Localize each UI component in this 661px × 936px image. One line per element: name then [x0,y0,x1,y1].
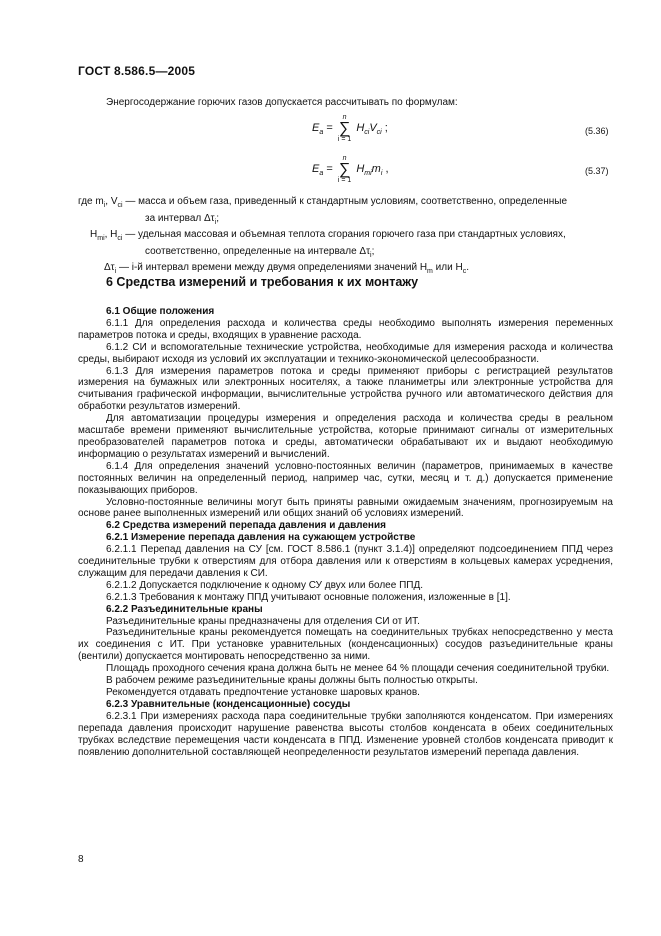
paragraph: Разъединительные краны предназначены для отделения СИ от ИТ. [106,615,420,627]
def-term2: , V [105,196,118,207]
paragraph: Для автоматизации процедуры измерения и определения расхода и количества среды в реальном масштабе времени применяют вычислительные устройства, которые принимают сигналы от измерительных преобразователей параметров потока и среды, автоматически обрабатывают их и выдают необходимую информацию о результатах измерений и вычислений. [78,413,613,460]
formula-term1: H [356,162,365,175]
def-term-sub: i [114,268,117,276]
symbol-definitions [78,196,613,279]
paragraph: 6.1.2 СИ и вспомогательные технические устройства, необходимые для измерения расхода и количества среды, выбирают исходя из условий их эксплуатации и технико-экономической целесообразности. [78,341,613,365]
formula-eq: = [326,162,333,175]
document-body [78,306,613,758]
paragraph: В рабочем режиме разъединительные краны должны быть полностью открыты. [106,675,478,687]
paragraph: Разъединительные краны рекомендуется помещать на соединительных трубках непосредственно у места их соединения с ИТ. При установке уравнительных (конденсационных) сосудов разъединительные краны (вентили) допускается монтировать непосредственно за ними. [78,627,613,663]
formula-term2-sub: i [380,170,383,178]
definition-continuation [78,246,613,263]
def-term2-sub: ci [117,235,123,243]
subsection-heading: 6.2.3 Уравнительные (конденсационные) сосуды [106,698,351,710]
def-cont-sub: i [214,218,217,226]
def-cont: за интервал Δτ [145,212,215,224]
formula-term1-sub: ci [364,129,370,137]
formula-tail: , [382,162,389,175]
sum-symbol: n ∑ i = 1 [337,114,352,143]
paragraph: 6.1.4 Для определения значений условно-постоянных величин (параметров, принимаемых в качестве постоянных величин на определенный период, например час, сутки, месяц и т. д.) допускается применение показывающих приборов. [78,460,613,496]
def-term: H [90,229,98,241]
def-text: — i-й интервал времени между двумя определениями значений H [116,262,428,274]
page-number: 8 [78,854,84,865]
subsection-heading: 6.2 Средства измерений перепада давления и давления [106,520,386,532]
def-term-sub: mi [97,235,105,243]
section-heading: 6 Средства измерений и требования к их монтажу [106,275,419,289]
paragraph: Рекомендуется отдавать предпочтение установке шаровых кранов. [106,687,420,698]
paragraph: 6.2.1.2 Допускается подключение к одному СУ двух или более ППД. [106,579,423,591]
paragraph: Площадь проходного сечения крана должна быть не менее 64 % площади сечения соединительной трубки. [106,663,610,675]
definition-row [78,196,613,213]
paragraph: 6.1.3 Для измерения параметров потока и среды применяют приборы с регистрацией результатов измерения на бумажных или электронных носителях, а также планиметры или электронные устройства для считывания графической информации, вычислительные устройства ручного или автоматического действия для обработки результатов измерений. [78,365,613,413]
equation-number: (5.37) [585,166,609,176]
sum-upper: n [342,155,347,162]
paragraph: 6.2.1.1 Перепад давления на СУ [см. ГОСТ 8.586.1 (пункт 3.1.4)] определяют подсоединением ППД через соединительные трубки к отверстиям для отбора давления или к отверстиям в кольцевых камерах усреднения, служащим для передачи давления к СИ. [78,544,613,579]
formula-5-37 [312,155,389,185]
formula-term2: m [371,162,381,175]
def-term2: , H [104,229,118,241]
document-header: ГОСТ 8.586.5—2005 [78,64,196,78]
formula-term2: V [369,121,377,134]
def-term: где m [78,196,104,207]
formula-lhs: E [312,121,320,134]
definition-continuation [78,213,613,230]
equation-number: (5.36) [585,126,609,136]
subsection-heading: 6.1 Общие положения [106,306,215,317]
formula-tail: ; [381,121,388,134]
paragraph: 6.2.3.1 При измерениях расхода пара соединительные трубки заполняются конденсатом. При измерениях перепада давления происходит нарушение равенства высоты столбов конденсата в обеих соединительных трубках вследствие перемещения части конденсата в ППД. Изменение уровней столбов конденсата приводит к появлению дополнительной составляющей неопределенности результатов измерений перепада давления. [78,710,613,758]
def-term: Δτ [104,262,115,274]
def-sub: m [427,268,433,276]
subsection-heading: 6.2.2 Разъединительные краны [106,603,263,615]
def-cont-tail: ; [371,245,375,257]
def-cont: соответственно, определенные на интервале Δτ [145,245,371,257]
def-text: — удельная массовая и объемная теплота сгорания горючего газа при стандартных условиях, [122,229,566,241]
def-term2-sub: ci [117,202,123,209]
sum-lower: i = 1 [337,136,352,143]
formula-term1: H [356,121,365,134]
def-end: . [466,262,469,274]
def-mid: или H [432,262,463,274]
formula-term1-sub: mi [364,170,372,178]
subsection-heading: 6.2.1 Измерение перепада давления на сужающем устройстве [106,532,416,544]
definition-row [78,229,613,246]
def-cont-sub: i [370,251,372,259]
formula-lhs-sub: a [319,129,324,137]
formula-lhs-sub: a [319,170,324,178]
formula-5-36 [312,114,388,144]
formula-eq: = [326,121,333,134]
def-cont-tail: ; [216,212,219,224]
def-sub: c [462,268,467,276]
paragraph: 6.1.1 Для определения расхода и количества среды необходимо выполнять измерения переменных параметров потока и среды, входящих в уравнение расхода. [78,317,613,341]
formula-lhs: E [312,162,320,175]
def-term-sub: i [103,202,106,209]
def-text: — масса и объем газа, приведенный к стандартным условиям, соответственно, определенные [122,196,568,207]
intro-text: Энергосодержание горючих газов допускается рассчитывать по формулам: [106,97,458,108]
paragraph: Условно-постоянные величины могут быть приняты равными ожидаемым значениям, прогнозируемым на основе ранее выполненных измерений или общих знаний об условиях измерений. [78,496,613,520]
sum-symbol: n ∑ i = 1 [337,155,352,184]
paragraph: 6.2.1.3 Требования к монтажу ППД учитывают основные положения, изложенные в [1]. [106,591,511,603]
formula-term2-sub: ci [376,129,382,137]
sum-upper: n [342,114,347,121]
sum-lower: i = 1 [337,177,352,184]
